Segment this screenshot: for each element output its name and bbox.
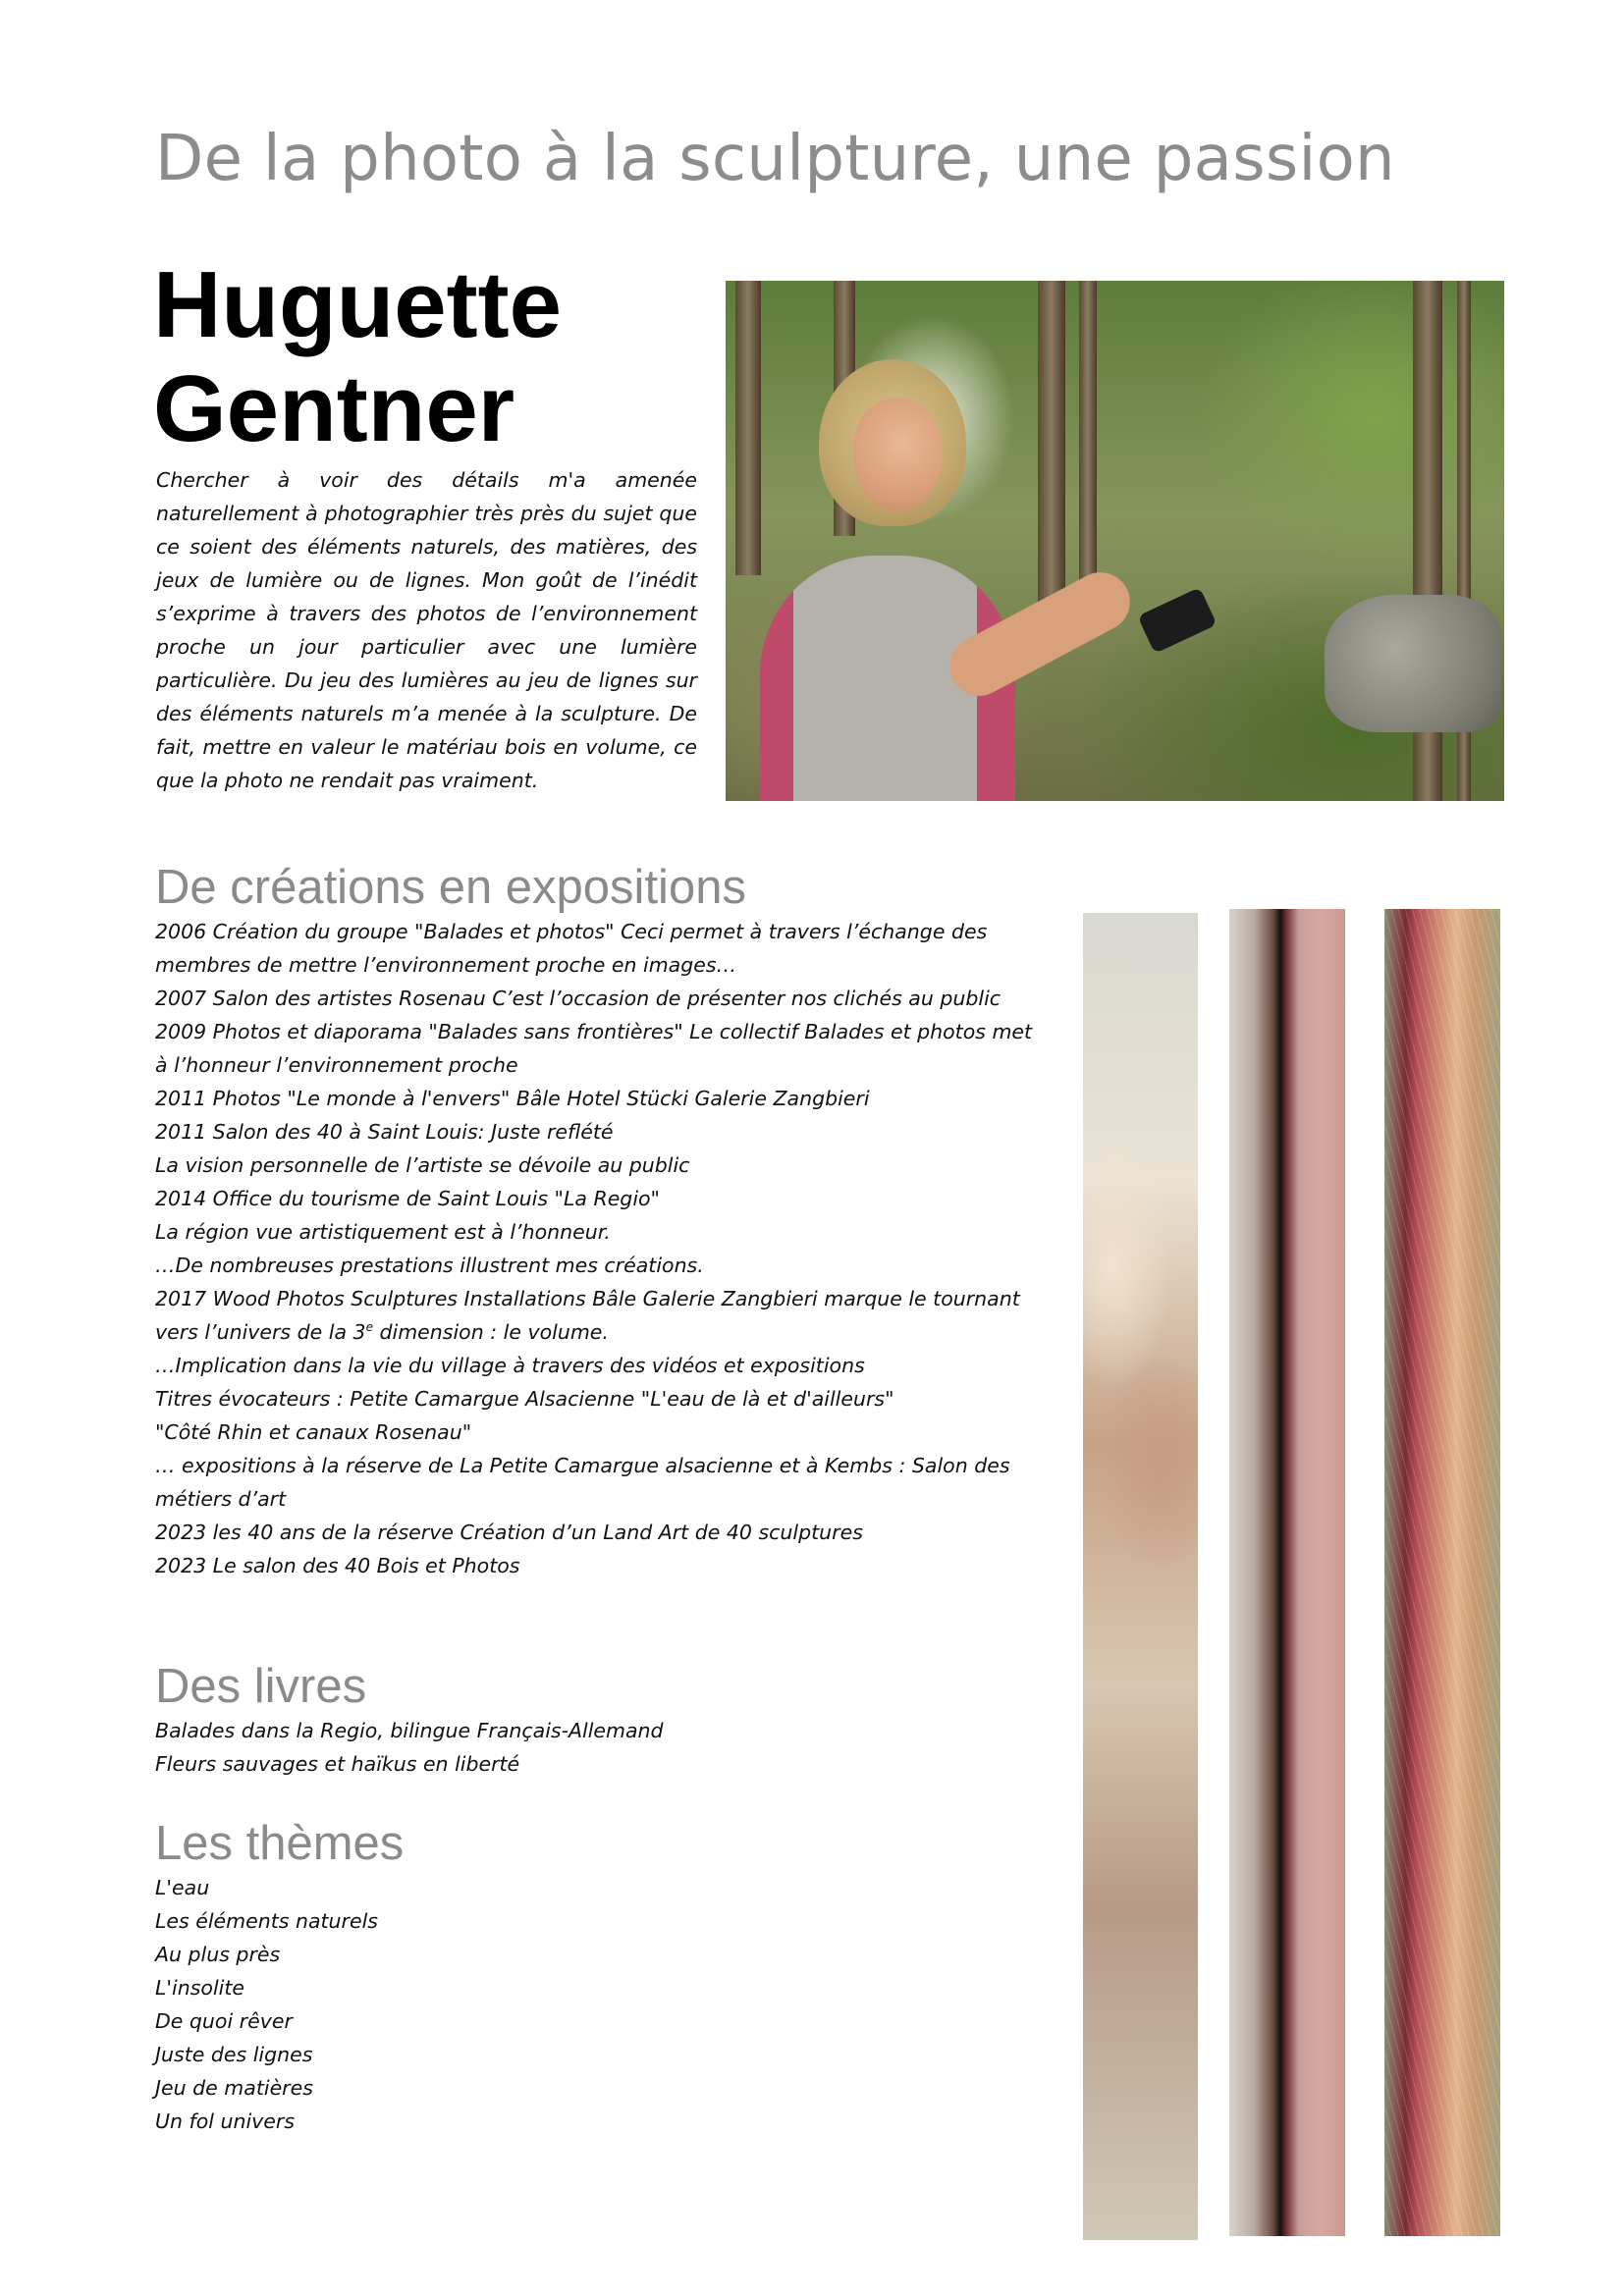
books-section xyxy=(155,1659,842,1781)
intro-paragraph: Chercher à voir des détails m'a amenée naturellement à photographier très près du sujet que ce soient des éléments naturels, des matières, des jeux de lumière ou de lignes. Mon goût de l’inédit s’exprime à travers des photos de l’environnement proche un jour particulier avec une lumière particulière. Du jeu des lumières au jeu de lignes sur des éléments naturels m’a menée à la sculpture. De fait, mettre en valeur le matériau bois en volume, ce que la photo ne rendait pas vraiment. xyxy=(156,468,697,792)
list-item: 2023 Le salon des 40 Bois et Photos xyxy=(155,1554,520,1577)
list-item: 2011 Salon des 40 à Saint Louis: Juste reflété xyxy=(155,1120,614,1144)
list-item: Titres évocateurs : Petite Camargue Alsacienne "L'eau de là et d'ailleurs" xyxy=(155,1387,894,1411)
list-item-text: 2017 Wood Photos Sculptures Installations Bâle Galerie Zangbieri marque le tournant vers l’univers de la 3 xyxy=(155,1287,1020,1344)
themes-heading: Les thèmes xyxy=(155,1817,405,1870)
list-item: 2007 Salon des artistes Rosenau C’est l’occasion de présenter nos clichés au public xyxy=(155,987,1001,1010)
list-item: …Implication dans la vie du village à travers des vidéos et expositions xyxy=(155,1354,865,1377)
list-item: Les éléments naturels xyxy=(155,1909,378,1933)
list-item: Au plus près xyxy=(155,1943,281,1966)
artist-first-name: Huguette xyxy=(153,252,562,357)
list-item: … expositions à la réserve de La Petite Camargue alsacienne et à Kembs : Salon des métiers d’art xyxy=(155,1454,1010,1511)
list-item: 2006 Création du groupe "Balades et photos" Ceci permet à travers l’échange des membres de mettre l’environnement proche en images… xyxy=(155,920,988,977)
list-item: …De nombreuses prestations illustrent mes créations. xyxy=(155,1254,704,1277)
superscript: e xyxy=(365,1320,373,1335)
list-item: 2011 Photos "Le monde à l'envers" Bâle Hotel Stücki Galerie Zangbieri xyxy=(155,1087,870,1110)
exhibitions-list xyxy=(155,915,1039,1582)
list-item: La région vue artistiquement est à l’honneur. xyxy=(155,1220,611,1244)
list-item: Jeu de matières xyxy=(155,2076,313,2100)
list-item: Juste des lignes xyxy=(155,2043,313,2066)
list-item: L'eau xyxy=(155,1876,210,1899)
list-item xyxy=(155,1282,1039,1349)
list-item: De quoi rêver xyxy=(155,2009,293,2033)
themes-section xyxy=(155,1816,842,2138)
closeup-photo-strip-2 xyxy=(1229,909,1345,2236)
list-item: Fleurs sauvages et haïkus en liberté xyxy=(155,1752,520,1776)
list-item: 2023 les 40 ans de la réserve Création d’un Land Art de 40 sculptures xyxy=(155,1521,863,1544)
exhibitions-section xyxy=(155,860,1039,1582)
list-item: 2014 Office du tourisme de Saint Louis "La Regio" xyxy=(155,1187,660,1210)
artist-last-name: Gentner xyxy=(153,356,515,461)
books-list xyxy=(155,1714,842,1781)
list-item: 2009 Photos et diaporama "Balades sans frontières" Le collectif Balades et photos met à l’honneur l’environnement proche xyxy=(155,1020,1033,1077)
closeup-photo-strip-1 xyxy=(1083,913,1198,2240)
list-item: La vision personnelle de l’artiste se dévoile au public xyxy=(155,1153,690,1177)
artist-name xyxy=(153,253,562,461)
list-item: Un fol univers xyxy=(155,2109,296,2133)
themes-list xyxy=(155,1871,842,2138)
artist-portrait-photo xyxy=(726,281,1504,801)
list-item: L'insolite xyxy=(155,1976,245,2000)
list-item: "Côté Rhin et canaux Rosenau" xyxy=(155,1420,472,1444)
list-item-tail: dimension : le volume. xyxy=(372,1320,609,1344)
exhibitions-heading: De créations en expositions xyxy=(155,861,746,914)
closeup-photo-strip-3 xyxy=(1384,909,1500,2236)
page-tagline: De la photo à la sculpture, une passion xyxy=(155,123,1395,195)
list-item: Balades dans la Regio, bilingue Français-Allemand xyxy=(155,1719,664,1742)
books-heading: Des livres xyxy=(155,1660,367,1713)
